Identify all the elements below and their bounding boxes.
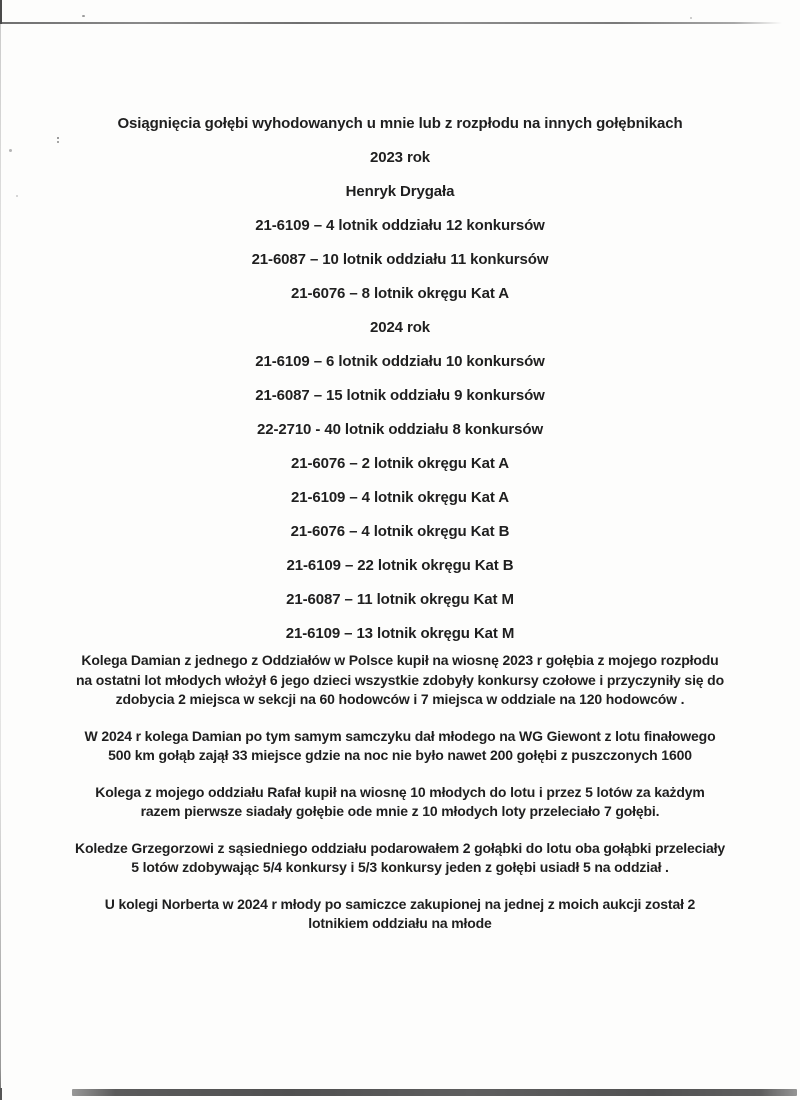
scan-edge-band-bottom [72,1089,797,1096]
result-line: 21-6109 – 4 lotnik okręgu Kat A [290,489,510,506]
scan-edge-line-left [0,24,1,1100]
scan-edge-tick-bottom-left [0,1088,2,1100]
result-line: 21-6109 – 4 lotnik oddziału 12 konkursów [255,217,545,234]
result-line: 22-2710 - 40 lotnik oddziału 8 konkursów [256,421,544,438]
paragraph-grzegorz [0,839,800,878]
paragraph-line: 500 km gołąb zajął 33 miejsce gdzie na noc nie było nawet 200 gołębi z puszczonych 1600 [108,747,692,763]
paragraph-line: razem pierwsze siadały gołębie ode mnie z 10 młodych loty przeleciało 7 gołębi. [140,803,660,819]
scan-speck [57,141,59,143]
paragraph-damian-2024 [0,727,800,766]
scan-speck [9,149,12,152]
breeder-name: Henryk Drygała [345,183,455,200]
paragraph-line: lotnikiem oddziału na młode [308,915,492,931]
year-heading-2024: 2024 rok [369,319,431,336]
result-line: 21-6109 – 6 lotnik oddziału 10 konkursów [255,353,545,370]
document-title: Osiągnięcia gołębi wyhodowanych u mnie lub z rozpłodu na innych gołębnikach [117,115,683,132]
result-line: 21-6109 – 22 lotnik okręgu Kat B [286,557,514,574]
scan-edge-tick-top-left [0,0,2,24]
result-line: 21-6087 – 15 lotnik oddziału 9 konkursów [255,387,545,404]
scan-speck [57,137,59,139]
paragraph-line: zdobycia 2 miejsca w sekcji na 60 hodowców i 7 miejsca w oddziale na 120 hodowców . [115,691,685,707]
result-line: 21-6087 – 10 lotnik oddziału 11 konkursów [251,251,549,268]
scan-edge-line-top [0,22,790,24]
paragraph-line: Koledze Grzegorzowi z sąsiedniego oddziału podarowałem 2 gołąbki do lotu oba gołąbki przeleciały [75,839,725,856]
paragraph-line: U kolegi Norberta w 2024 r młody po samiczce zakupionej na jednej z moich aukcji został 2 [104,895,696,912]
scan-speck [82,15,85,17]
result-line: 21-6076 – 4 lotnik okręgu Kat B [290,523,510,540]
paragraph-line: Kolega z mojego oddziału Rafał kupił na wiosnę 10 młodych do lotu i przez 5 lotów za każdym [95,783,705,800]
paragraph-line: 5 lotów zdobywając 5/4 konkursy i 5/3 konkursy jeden z gołębi usiadł 5 na oddział . [131,859,669,875]
scan-speck [690,17,692,19]
paragraph-norbert [0,895,800,934]
notes-section [0,651,800,934]
result-line: 21-6087 – 11 lotnik okręgu Kat M [286,591,514,608]
paragraph-line: na ostatni lot młodych włożył 6 jego dzieci wszystkie zdobyły konkursy czołowe i przyczyniły się do [76,671,724,688]
result-line: 21-6109 – 13 lotnik okręgu Kat M [285,625,515,642]
result-line: 21-6076 – 8 lotnik okręgu Kat A [290,285,510,302]
paragraph-damian-2023 [0,651,800,710]
result-line: 21-6076 – 2 lotnik okręgu Kat A [290,455,510,472]
paragraph-line: W 2024 r kolega Damian po tym samym samczyku dał młodego na WG Giewont z lotu finałowego [84,727,716,744]
paragraph-rafal [0,783,800,822]
scan-speck [16,195,18,197]
year-heading-2023: 2023 rok [369,149,431,166]
paragraph-line: Kolega Damian z jednego z Oddziałów w Polsce kupił na wiosnę 2023 r gołębia z mojego rozpłodu [81,652,719,668]
